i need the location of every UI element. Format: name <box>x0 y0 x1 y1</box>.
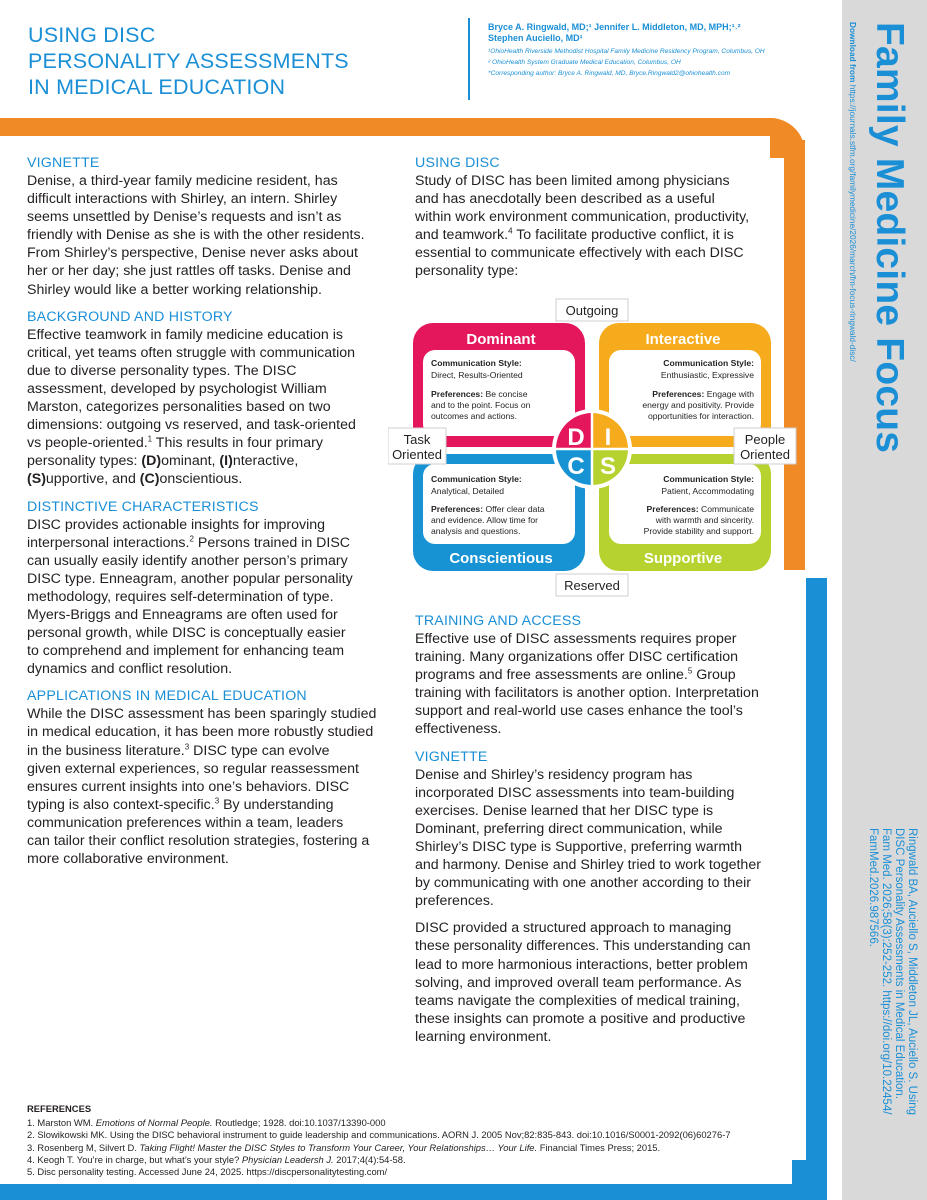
text-line: training with facilitators is another option. Interpretation <box>415 685 759 702</box>
supportive-cs-label: Communication Style: <box>663 474 754 484</box>
text-line: DISC provided a structured approach to managing <box>415 920 732 937</box>
text-line: within work environment communication, productivity, <box>415 209 750 226</box>
training-paragraph <box>415 630 775 739</box>
reference-item: 2. Slowikowski MK. Using the DISC behavioral instrument to guide leadership and communications. AORN J. 2005 Nov;82:835-843. doi:10.1016/S0001-2092(06)60276-7 <box>27 1129 731 1141</box>
ref-italic: Physician Leadersh J. <box>241 1153 334 1165</box>
text-line: Marston, categorizes personalities based on two <box>27 399 331 416</box>
people-label: People <box>744 432 786 447</box>
people-oriented-label: Oriented <box>740 447 790 462</box>
blue-stripe-vertical <box>806 578 827 1184</box>
blue-stripe <box>0 1184 827 1200</box>
text-line: given external experiences, so regular reassessment <box>27 760 359 777</box>
text-line: and has anecdotally been described as a useful <box>415 191 715 208</box>
dominant-pref-line <box>431 389 528 399</box>
text-line: and harmony. Denise and Shirley tried to work together <box>415 857 761 874</box>
citation-line: DISC Personality Assessments in Medical Education. <box>893 828 905 1100</box>
interactive-cs: Enthusiastic, Expressive <box>660 370 754 380</box>
ref-text: 2017;4(4):54-58. <box>333 1153 406 1165</box>
author-block <box>488 22 828 79</box>
text-line <box>27 534 377 552</box>
ref-text: 4. Keogh T. You’re in charge, but what’s your style? <box>27 1153 242 1165</box>
text-line: preferences. <box>415 893 494 910</box>
text-fragment: Persons trained in DISC <box>193 534 351 551</box>
text-line: learning environment. <box>415 1028 552 1045</box>
text-line: teams navigate the complexities of medical training, <box>415 992 740 1009</box>
text-fragment: This results in four primary <box>152 435 323 452</box>
text-line: support and real-world use cases enhance the tool’s <box>415 703 743 720</box>
task-label: Task <box>403 432 431 447</box>
text-line: While the DISC assessment has been sparingly studied <box>27 706 377 723</box>
download-label: Download from <box>848 22 858 83</box>
reference-item <box>27 1142 817 1154</box>
text-line: in medical education, it has been more robustly studied <box>27 724 374 741</box>
letter-i: I <box>604 424 612 451</box>
dominant-cs: Direct, Results-Oriented <box>431 370 523 380</box>
interactive-cs-label: Communication Style: <box>663 358 754 368</box>
task-oriented-label: Oriented <box>392 447 442 462</box>
text-line: dimensions: outgoing vs reserved, and task-oriented <box>27 417 356 434</box>
text-line: Shirley would like a better working relationship. <box>27 281 322 298</box>
reserved-label: Reserved <box>564 578 620 593</box>
interactive-title: Interactive <box>645 331 721 348</box>
dominant-pref-label: Preferences: <box>431 389 484 399</box>
type-letter: (I) <box>219 453 233 470</box>
text-line: effectiveness. <box>415 721 502 738</box>
text-line: DISC type. Enneagram, another popular personality <box>27 570 353 587</box>
supportive-title: Supportive <box>643 550 723 567</box>
text-line: to comprehend and implement for enhancing team <box>27 643 345 660</box>
ref-text: 1. Marston WM. <box>27 1117 96 1129</box>
title-line: USING DISC <box>28 23 156 47</box>
conscientious-pref2: and evidence. Allow time for <box>431 515 539 525</box>
citation-sup: 2 <box>189 533 194 543</box>
outgoing-label: Outgoing <box>565 303 619 318</box>
text-line: due to diverse personality types. The DISC <box>27 362 297 379</box>
text-line: From Shirley’s perspective, Denise never asks about <box>27 245 358 262</box>
text-line: dynamics and conflict resolution. <box>27 661 233 678</box>
text-line: Dominant, preferring direct communication, while <box>415 820 723 837</box>
section-heading: TRAINING AND ACCESS <box>415 613 582 629</box>
conscientious-cs: Analytical, Detailed <box>431 486 505 496</box>
orange-stripe <box>0 118 790 136</box>
authors-line: Stephen Auciello, MD¹ <box>488 33 583 43</box>
left-column <box>27 154 377 877</box>
interactive-pref-label: Preferences: <box>652 389 705 399</box>
interactive-pref-text: Engage with <box>704 389 754 399</box>
reference-item <box>27 1117 817 1129</box>
dominant-cs-label: Communication Style: <box>431 358 522 368</box>
text-line: lead to more harmonious interactions, better problem <box>415 956 748 973</box>
ref-text: Financial Times Press; 2015. <box>537 1141 661 1153</box>
supportive-pref-text: Communicate <box>698 504 754 514</box>
section-heading: VIGNETTE <box>27 155 100 171</box>
citation-sup: 4 <box>508 226 513 236</box>
text-line: Denise, a third-year family medicine resident, has <box>27 173 338 189</box>
text-line <box>415 666 775 684</box>
citation-line: Ringwald BA, Auciello S, Middleton JL, Auciello S. Using <box>906 828 918 1116</box>
text-line: Denise and Shirley’s residency program has <box>415 766 693 783</box>
text-line: exercises. Denise learned that her DISC type is <box>415 802 714 819</box>
text-line: seems unsettled by Denise’s requests and isn’t as <box>27 209 342 226</box>
text-line: incorporated DISC assessments into team-building <box>415 784 735 801</box>
header-divider <box>468 18 470 100</box>
text-fragment: ominant, <box>161 453 220 470</box>
text-line: DISC provides actionable insights for improving <box>27 516 326 533</box>
ref-italic: Emotions of Normal People. <box>95 1117 213 1129</box>
download-url: https://journals.stfm.org/familymedicine/2026/march/fm-focus-ringwald-disc/ <box>848 84 858 362</box>
text-line: her or her day; she just rattles off tasks. Denise and <box>27 263 351 280</box>
reference-item <box>27 1154 817 1166</box>
conscientious-cs-label: Communication Style: <box>431 474 522 484</box>
text-line: essential to communicate effectively with each DISC <box>415 245 744 262</box>
type-letter: (C) <box>139 471 160 488</box>
conscientious-pref-label: Preferences: <box>431 504 484 514</box>
letter-c: C <box>567 453 585 480</box>
authors-line: Bryce A. Ringwald, MD;¹ Jennifer L. Middleton, MD, MPH;¹˒² <box>488 22 741 32</box>
text-line: personality type: <box>415 263 519 280</box>
interactive-pref2: energy and positivity. Provide <box>642 400 754 410</box>
text-fragment: in the business literature. <box>27 742 185 759</box>
text-line: training. Many organizations offer DISC certification <box>415 649 739 666</box>
download-link[interactable] <box>848 22 858 362</box>
text-fragment: typing is also context-specific. <box>27 796 215 813</box>
vignette2-paragraph <box>415 766 775 911</box>
vignette-paragraph <box>27 172 377 299</box>
text-fragment: nteractive, <box>232 453 299 470</box>
citation-sup: 5 <box>687 666 693 676</box>
title-line: PERSONALITY ASSESSMENTS <box>28 49 349 73</box>
ref-text: 3. Rosenberg M, Silvert D. <box>27 1141 140 1153</box>
brand-title: Family Medicine Focus <box>868 22 911 454</box>
vignette2-paragraph <box>415 919 775 1046</box>
citation-sup: 3 <box>214 796 220 806</box>
text-line <box>27 796 377 814</box>
supportive-pref-label: Preferences: <box>646 504 699 514</box>
page-title <box>28 22 448 100</box>
letter-s: S <box>599 453 617 480</box>
text-fragment: and teamwork. <box>415 227 509 244</box>
text-fragment: By understanding <box>219 796 334 813</box>
references <box>27 1103 817 1178</box>
text-line: difficult interactions with Shirley, an intern. Shirley <box>27 191 338 208</box>
type-letter: (D) <box>141 453 162 470</box>
section-heading: USING DISC <box>415 155 500 171</box>
text-line: critical, yet teams often struggle with communication <box>27 344 356 361</box>
text-line: Study of DISC has been limited among physicians <box>415 173 730 189</box>
corresponding-author: *Corresponding author: Bryce A. Ringwald, MD, Bryce.Ringwald2@ohiohealth.com <box>488 70 731 77</box>
conscientious-pref-line <box>431 504 545 514</box>
letter-d: D <box>567 424 585 451</box>
text-fragment: interpersonal interactions. <box>27 534 190 551</box>
text-fragment: personality types: <box>27 453 142 470</box>
right-column-lower <box>415 612 775 1055</box>
text-fragment: programs and free assessments are online. <box>415 667 688 684</box>
section-heading: VIGNETTE <box>415 748 488 765</box>
using-paragraph <box>415 172 775 281</box>
text-fragment: onscientious. <box>159 471 243 488</box>
supportive-pref2: with warmth and sincerity. <box>655 515 754 525</box>
text-fragment: vs people-oriented. <box>27 435 148 452</box>
title-line: IN MEDICAL EDUCATION <box>28 75 286 99</box>
citation-line: FamMed.2026.987566. <box>867 828 879 947</box>
text-fragment: Group <box>692 667 736 684</box>
affiliation: ² OhioHealth System Graduate Medical Education, Columbus, OH <box>488 59 681 66</box>
section-heading: APPLICATIONS IN MEDICAL EDUCATION <box>27 688 307 705</box>
dominant-pref2: and to the point. Focus on <box>431 400 531 410</box>
ref-italic: Taking Flight! Master the DISC Styles to Transform Your Career, Your Relationships… Your Life. <box>139 1141 538 1153</box>
section-heading: DISTINCTIVE CHARACTERISTICS <box>27 498 259 515</box>
text-line: by communicating with one another according to their <box>415 875 751 892</box>
citation-sup: 1 <box>147 434 153 444</box>
supportive-pref3: Provide stability and support. <box>643 526 754 536</box>
disc-diagram <box>388 298 798 598</box>
text-line: Effective use of DISC assessments requires proper <box>415 631 737 647</box>
supportive-cs: Patient, Accommodating <box>661 486 754 496</box>
conscientious-pref-text: Offer clear data <box>483 504 545 514</box>
text-line: can tailor their conflict resolution strategies, fostering a <box>27 833 370 849</box>
dominant-pref3: outcomes and actions. <box>431 411 517 421</box>
text-line: personal growth, while DISC is conceptually easier <box>27 625 346 642</box>
text-line <box>415 226 775 244</box>
reference-item[interactable]: 5. Disc personality testing. Accessed June 24, 2025. https://discpersonalitytesting.com/ <box>27 1166 388 1178</box>
affiliation: ¹OhioHealth Riverside Methodist Hospital Family Medicine Residency Program, Columbus, OH <box>488 48 765 55</box>
background-paragraph <box>27 326 377 489</box>
text-line: assessment, developed by psychologist William <box>27 380 327 397</box>
conscientious-pref3: analysis and questions. <box>431 526 521 536</box>
ref-text: Routledge; 1928. doi:10.1037/13390-000 <box>212 1117 386 1129</box>
text-fragment: To facilitate productive conflict, it is <box>512 227 734 244</box>
interactive-pref3: opportunities for interaction. <box>647 411 754 421</box>
text-line: these insights can promote a positive and productive <box>415 1010 746 1027</box>
type-letter: (S) <box>27 471 46 488</box>
distinctive-paragraph <box>27 516 377 679</box>
section-heading: BACKGROUND AND HISTORY <box>27 308 233 325</box>
text-line: ensures current insights into one’s behaviors. DISC <box>27 778 350 795</box>
supportive-pref-line <box>647 504 755 514</box>
text-line: can usually easily identify another person’s primary <box>27 552 348 569</box>
text-line: friendly with Denise as she is with the other residents. <box>27 227 365 244</box>
text-line <box>27 434 377 452</box>
conscientious-title: Conscientious <box>449 550 553 567</box>
interactive-pref-line <box>652 389 754 399</box>
text-line: Shirley’s DISC type is Supportive, preferring warmth <box>415 838 742 855</box>
text-line: Effective teamwork in family medicine education is <box>27 326 343 343</box>
text-line <box>27 452 377 470</box>
citation <box>866 828 918 1115</box>
text-line: solving, and improved overall team performance. As <box>415 974 742 991</box>
text-line <box>27 470 377 488</box>
references-heading: REFERENCES <box>27 1103 92 1114</box>
dominant-pref-text: Be concise <box>483 389 528 399</box>
text-fragment: DISC type can evolve <box>189 742 330 759</box>
citation-line: Fam Med. 2026;58(3):252-252. https://doi.org/10.22454/ <box>880 828 892 1115</box>
text-line: more collaborative environment. <box>27 851 229 868</box>
text-line: these personality differences. This understanding can <box>415 938 751 955</box>
dominant-title: Dominant <box>466 331 536 348</box>
text-line: methodology, requires self-determination of type. <box>27 588 334 605</box>
right-column <box>415 154 775 290</box>
applications-paragraph <box>27 705 377 868</box>
citation-sup: 3 <box>184 741 190 751</box>
text-line: Myers-Briggs and Enneagrams are often used for <box>27 606 338 623</box>
text-line: communication preferences within a team, leaders <box>27 814 344 831</box>
text-line <box>27 742 377 760</box>
text-fragment: upportive, and <box>45 471 140 488</box>
